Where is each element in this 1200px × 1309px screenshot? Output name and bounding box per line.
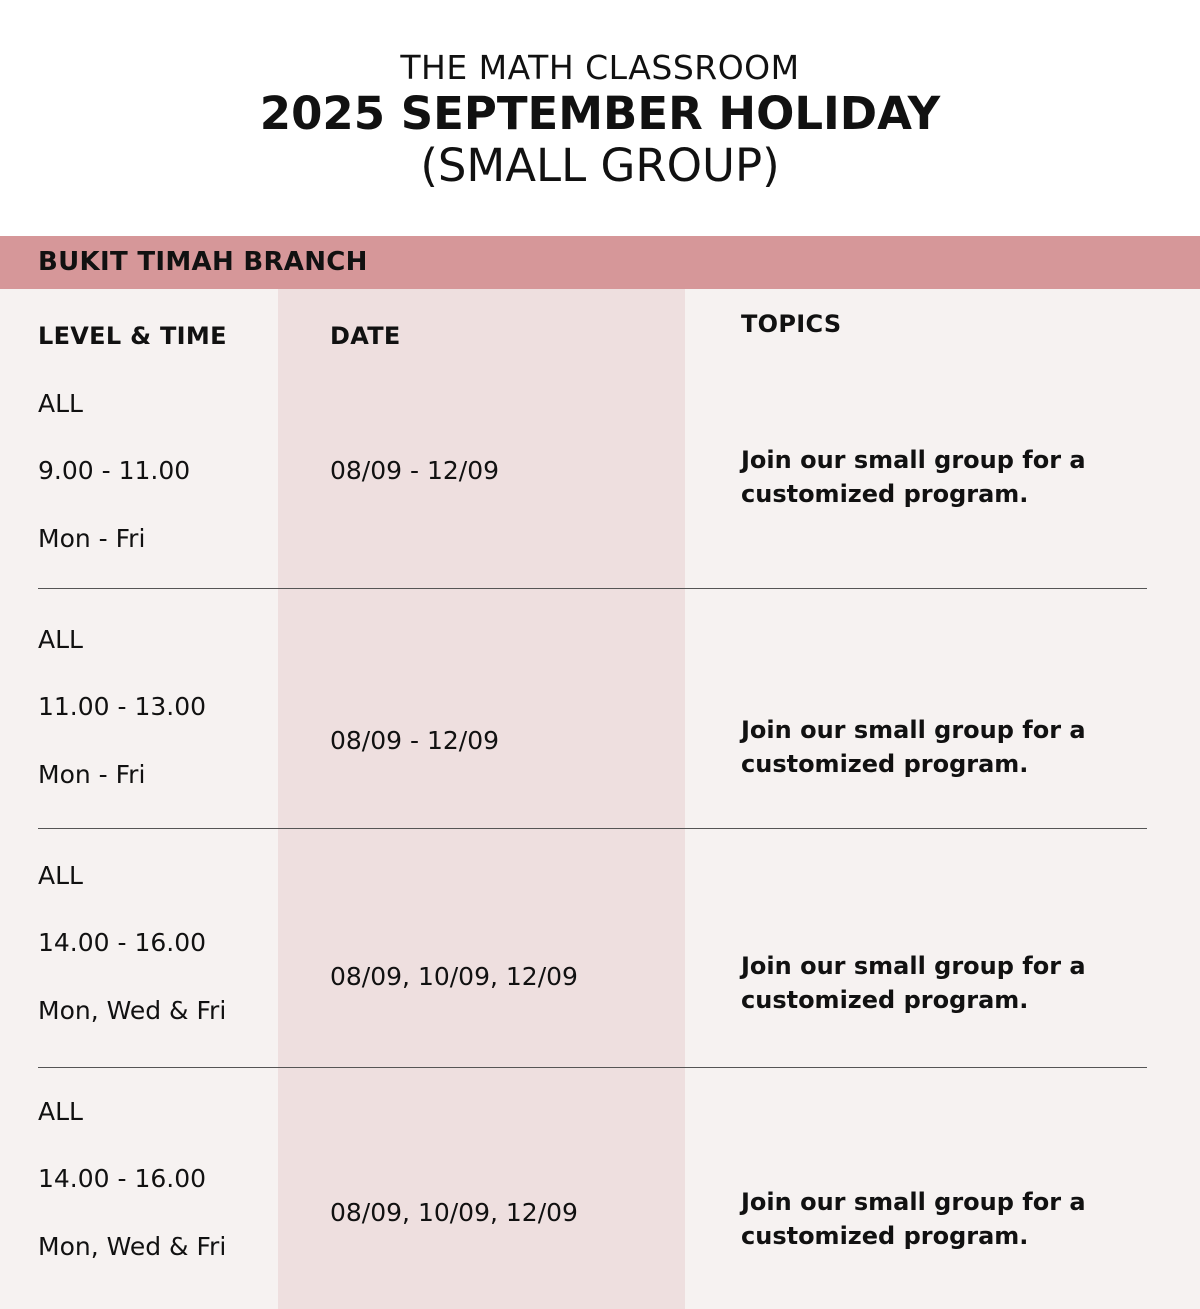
branch-bar [0,236,1200,289]
row-days: Mon - Fri [38,760,146,789]
schedule-title: 2025 SEPTEMBER HOLIDAY [259,87,941,140]
organization-name: THE MATH CLASSROOM [400,48,800,87]
column-header-topics: TOPICS [741,310,842,338]
row-days: Mon - Fri [38,524,146,553]
date-column-background [278,289,685,1309]
row-level: ALL [38,1097,83,1126]
row-topic: Join our small group for a customized program. [741,716,1086,778]
schedule-subtitle: (SMALL GROUP) [420,139,780,192]
row-topic: Join our small group for a customized program. [741,446,1086,508]
row-date: 08/09 - 12/09 [330,726,500,755]
row-time: 9.00 - 11.00 [38,456,191,485]
page-header [0,0,1200,236]
row-divider [38,1067,1147,1068]
row-topic: Join our small group for a customized program. [741,1188,1086,1250]
row-divider [38,588,1147,589]
row-date: 08/09, 10/09, 12/09 [330,962,578,991]
row-date: 08/09 - 12/09 [330,456,500,485]
row-divider [38,828,1147,829]
row-days: Mon, Wed & Fri [38,1232,227,1261]
column-header-date: DATE [330,322,401,350]
branch-label: BUKIT TIMAH BRANCH [38,247,368,277]
row-time: 14.00 - 16.00 [38,1164,207,1193]
row-time: 14.00 - 16.00 [38,928,207,957]
row-date: 08/09, 10/09, 12/09 [330,1198,578,1227]
row-level: ALL [38,861,83,890]
schedule-table [0,289,1200,1309]
row-days: Mon, Wed & Fri [38,996,227,1025]
row-topic: Join our small group for a customized program. [741,952,1086,1014]
column-header-level-time: LEVEL & TIME [38,322,227,350]
row-time: 11.00 - 13.00 [38,692,207,721]
row-level: ALL [38,389,83,418]
row-level: ALL [38,625,83,654]
